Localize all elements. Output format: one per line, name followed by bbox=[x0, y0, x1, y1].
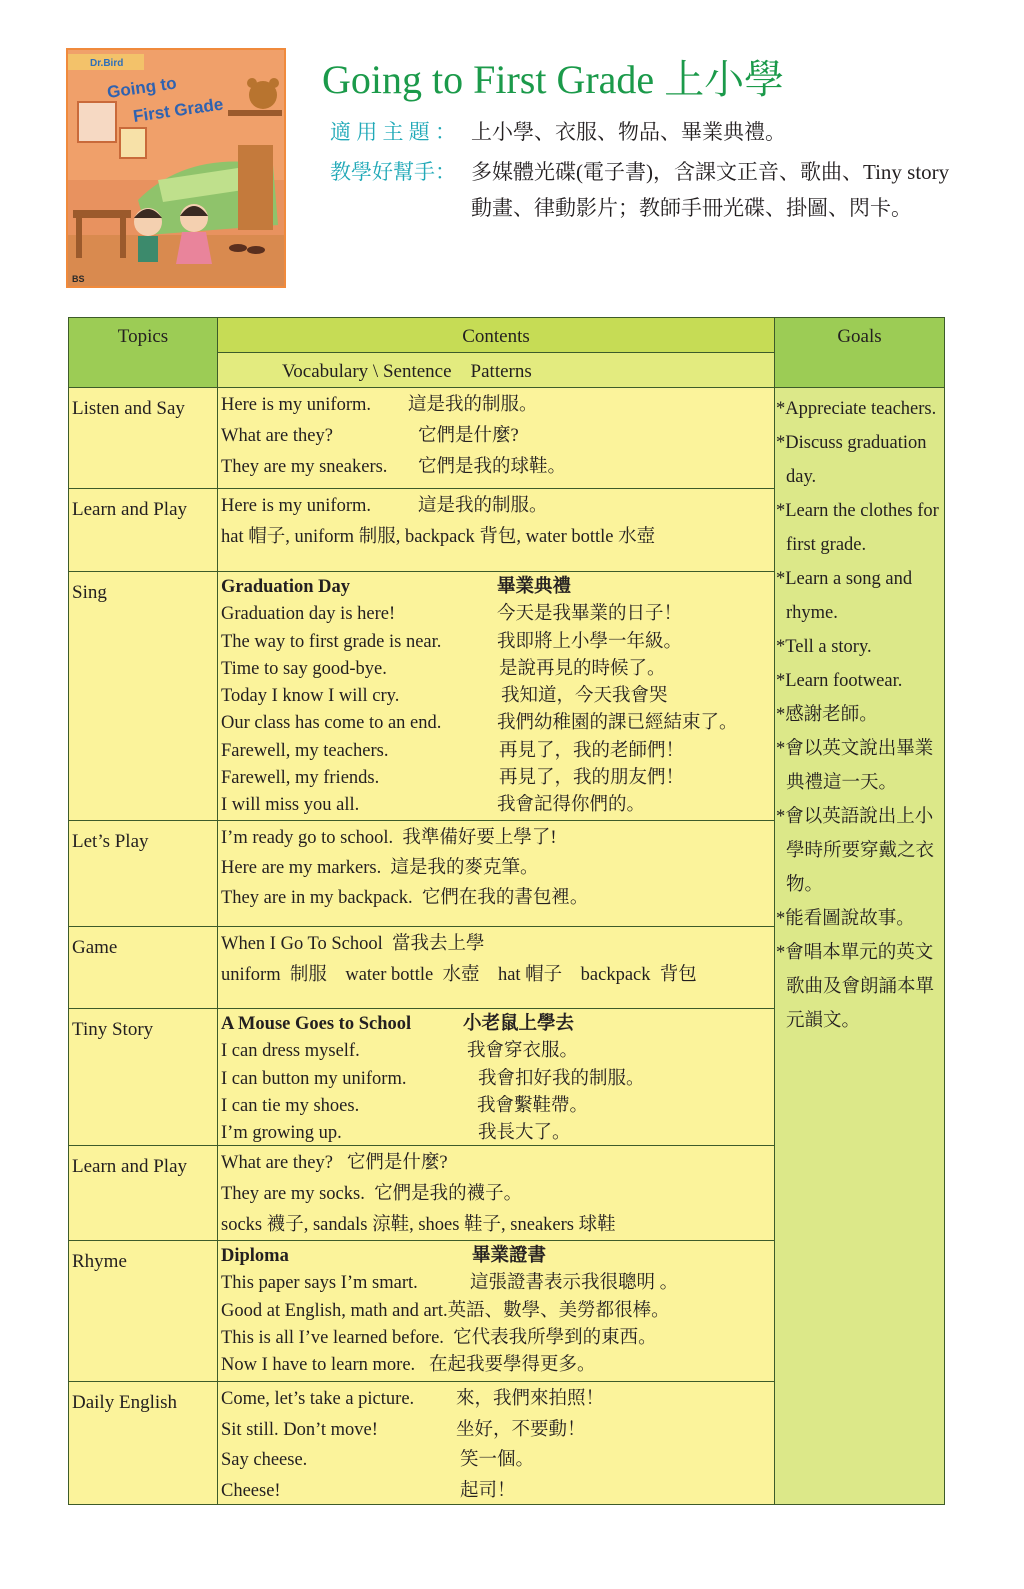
section-row bbox=[69, 1382, 774, 1504]
content-line bbox=[221, 853, 771, 883]
line-text: What are they? 它們是什麼? bbox=[221, 1153, 448, 1173]
english-text: I’m growing up. bbox=[221, 1123, 342, 1144]
content-line bbox=[221, 1415, 771, 1446]
chinese-text: 笑一個。 bbox=[460, 1450, 535, 1470]
content-line bbox=[221, 491, 771, 522]
line-text: They are in my backpack. 它們在我的書包裡。 bbox=[221, 888, 589, 908]
content-line bbox=[221, 601, 771, 628]
chinese-text: 這是我的制服。 bbox=[418, 496, 548, 516]
topic-label: Learn and Play bbox=[72, 499, 188, 520]
english-text: The way to first grade is near. bbox=[221, 631, 442, 652]
goal-item: *Learn the clothes for first grade. bbox=[776, 501, 939, 555]
content-line bbox=[221, 1093, 771, 1120]
line-text: Now I have to learn more. 在起我要學得更多。 bbox=[221, 1355, 596, 1376]
content-lines bbox=[221, 1148, 771, 1241]
header-topics: Topics bbox=[69, 318, 218, 388]
content-line bbox=[221, 765, 771, 792]
chinese-text: 來，我們來拍照！ bbox=[456, 1389, 605, 1409]
content-line bbox=[221, 1066, 771, 1093]
content-lines bbox=[221, 1384, 771, 1506]
content-line bbox=[221, 390, 771, 421]
meta-themes-label: 適 用 主 題 ： bbox=[330, 120, 456, 144]
cover-title-line2: First Grade bbox=[131, 94, 225, 126]
goal-item: *感謝老師。 bbox=[776, 705, 878, 725]
goal-item: *會以英語說出上小學時所要穿戴之衣物。 bbox=[776, 807, 935, 895]
english-text: Sit still. Don’t move! bbox=[221, 1419, 378, 1440]
chinese-text: 我長大了。 bbox=[478, 1123, 571, 1144]
line-text: Good at English, math and art.英語、數學、美勞都很棒。 bbox=[221, 1300, 670, 1321]
section-row bbox=[69, 1241, 774, 1382]
content-lines bbox=[221, 390, 771, 483]
chinese-text: 我即將上小學一年級。 bbox=[497, 631, 683, 652]
goal-item: *會唱本單元的英文歌曲及會朗誦本單元韻文。 bbox=[776, 943, 935, 1031]
content-line bbox=[221, 883, 771, 913]
chinese-text: 我知道，今天我會哭 bbox=[501, 686, 668, 707]
english-text: Farewell, my teachers. bbox=[221, 740, 389, 761]
chinese-text: 我會穿衣服。 bbox=[467, 1041, 579, 1062]
content-line bbox=[221, 1352, 771, 1379]
english-text: I can button my uniform. bbox=[221, 1068, 407, 1089]
chinese-text: 它們是什麼? bbox=[418, 426, 519, 446]
english-text: What are they? bbox=[221, 426, 333, 446]
chinese-text: 我會記得你們的。 bbox=[497, 795, 646, 816]
goal-item: *會以英文說出畢業典禮這一天。 bbox=[776, 739, 934, 793]
cover-code: BS bbox=[72, 274, 85, 284]
content-line bbox=[221, 1038, 771, 1065]
content-line bbox=[221, 738, 771, 765]
content-line bbox=[221, 1210, 771, 1241]
content-line bbox=[221, 710, 771, 737]
english-text: I can tie my shoes. bbox=[221, 1095, 360, 1116]
content-lines bbox=[221, 1243, 771, 1379]
chinese-text: 畢業證書 bbox=[472, 1246, 547, 1266]
content-lines bbox=[221, 491, 771, 553]
english-text: Here is my uniform. bbox=[221, 496, 372, 516]
content-line bbox=[221, 683, 771, 710]
section-row bbox=[69, 489, 774, 572]
content-line bbox=[221, 1243, 771, 1270]
goal-item: *Discuss graduation day. bbox=[776, 433, 927, 487]
meta-aids-text: 多媒體光碟(電子書)，含課文正音、歌曲、Tiny story動畫、律動影片；教師手冊光碟、掛圖、閃卡。 bbox=[471, 160, 950, 220]
cover-brand: Dr.Bird bbox=[90, 58, 124, 69]
chinese-text: 是說再見的時候了。 bbox=[499, 658, 666, 679]
english-text: I will miss you all. bbox=[221, 795, 360, 816]
english-text: Diploma bbox=[221, 1246, 289, 1266]
content-line bbox=[221, 1270, 771, 1297]
english-text: Farewell, my friends. bbox=[221, 768, 380, 789]
cover-title-line1: Going to bbox=[105, 73, 178, 102]
english-text: Today I know I will cry. bbox=[221, 686, 400, 707]
topic-label: Sing bbox=[72, 582, 107, 603]
page-title: Going to First Grade 上小學 bbox=[322, 57, 785, 102]
content-line bbox=[221, 792, 771, 819]
english-text: Come, let’s take a picture. bbox=[221, 1389, 415, 1409]
chinese-text: 再見了，我的老師們！ bbox=[499, 740, 685, 761]
chinese-text: 小老鼠上學去 bbox=[463, 1014, 575, 1034]
line-text: When I Go To School 當我去上學 bbox=[221, 934, 485, 954]
topic-label: Game bbox=[72, 937, 118, 958]
content-lines bbox=[221, 929, 771, 991]
goal-item: *Learn a song and rhyme. bbox=[776, 569, 913, 623]
content-line bbox=[221, 1011, 771, 1038]
english-text: Here is my uniform. bbox=[221, 395, 372, 415]
meta-aids-label: 教學好幫手： bbox=[330, 160, 456, 184]
content-line bbox=[221, 452, 771, 483]
section-row bbox=[69, 1146, 774, 1241]
chinese-text: 再見了，我的朋友們！ bbox=[499, 768, 685, 789]
chinese-text: 我們幼稚園的課已經結束了。 bbox=[497, 713, 738, 734]
content-line bbox=[221, 421, 771, 452]
line-text: socks 襪子, sandals 涼鞋, shoes 鞋子, sneakers 球鞋 bbox=[221, 1215, 616, 1235]
english-text: Time to say good-bye. bbox=[221, 658, 387, 679]
chinese-text: 它們是我的球鞋。 bbox=[418, 457, 567, 477]
book-cover-illustration bbox=[68, 50, 284, 286]
chinese-text: 這是我的制服。 bbox=[408, 395, 538, 415]
chinese-text: 坐好，不要動！ bbox=[456, 1419, 586, 1440]
english-text: I can dress myself. bbox=[221, 1041, 360, 1062]
topic-label: Daily English bbox=[72, 1392, 178, 1413]
content-lines bbox=[221, 574, 771, 820]
content-line bbox=[221, 574, 771, 601]
section-row bbox=[69, 927, 774, 1009]
book-cover bbox=[66, 48, 286, 288]
line-text: uniform 制服 water bottle 水壺 hat 帽子 backpack 背包 bbox=[221, 965, 697, 985]
english-text: Graduation Day bbox=[221, 577, 351, 597]
english-text: Say cheese. bbox=[221, 1450, 308, 1470]
section-row bbox=[69, 821, 774, 927]
line-text: This is all I’ve learned before. 它代表我所學到的東西。 bbox=[221, 1327, 657, 1348]
content-line bbox=[221, 522, 771, 553]
content-line bbox=[221, 929, 771, 960]
content-line bbox=[221, 960, 771, 991]
goal-item: *Tell a story. bbox=[776, 637, 872, 657]
goals-list bbox=[776, 392, 944, 1038]
content-line bbox=[221, 1476, 771, 1507]
curriculum-table bbox=[68, 317, 945, 1505]
meta-themes-text: 上小學、衣服、物品、畢業典禮。 bbox=[471, 120, 786, 144]
content-line bbox=[221, 1445, 771, 1476]
topic-label: Tiny Story bbox=[72, 1019, 154, 1040]
topic-label: Listen and Say bbox=[72, 398, 185, 419]
english-text: A Mouse Goes to School bbox=[221, 1014, 412, 1034]
english-text: Our class has come to an end. bbox=[221, 713, 442, 734]
chinese-text: 起司！ bbox=[460, 1480, 516, 1501]
header-contents: Contents bbox=[218, 318, 774, 353]
english-text: Cheese! bbox=[221, 1480, 281, 1501]
header-goals: Goals bbox=[774, 318, 944, 388]
topic-label: Let’s Play bbox=[72, 831, 149, 852]
section-row bbox=[69, 388, 774, 489]
english-text: They are my sneakers. bbox=[221, 457, 388, 477]
content-line bbox=[221, 1325, 771, 1352]
line-text: I’m ready go to school. 我準備好要上學了! bbox=[221, 828, 557, 848]
english-text: Graduation day is here! bbox=[221, 604, 396, 625]
content-line bbox=[221, 629, 771, 656]
goal-item: *Appreciate teachers. bbox=[776, 399, 937, 419]
chinese-text: 今天是我畢業的日子！ bbox=[497, 604, 683, 625]
chinese-text: 這張證書表示我很聰明 。 bbox=[470, 1273, 679, 1294]
content-line bbox=[221, 1120, 771, 1147]
content-line bbox=[221, 1298, 771, 1325]
content-line bbox=[221, 823, 771, 853]
topic-label: Rhyme bbox=[72, 1251, 127, 1272]
line-text: Here are my markers. 這是我的麥克筆。 bbox=[221, 858, 539, 878]
content-lines bbox=[221, 823, 771, 913]
topic-label: Learn and Play bbox=[72, 1156, 188, 1177]
line-text: They are my socks. 它們是我的襪子。 bbox=[221, 1184, 523, 1204]
line-text: hat 帽子, uniform 制服, backpack 背包, water bottle 水壺 bbox=[221, 527, 656, 547]
content-line bbox=[221, 1384, 771, 1415]
content-line bbox=[221, 1179, 771, 1210]
content-line bbox=[221, 656, 771, 683]
chinese-text: 畢業典禮 bbox=[497, 577, 572, 597]
section-row bbox=[69, 572, 774, 821]
section-row bbox=[69, 1009, 774, 1146]
goal-item: *能看圖說故事。 bbox=[776, 909, 915, 929]
content-lines bbox=[221, 1011, 771, 1147]
header-vocabulary-patterns: Vocabulary \ Sentence Patterns bbox=[218, 353, 774, 388]
content-line bbox=[221, 1148, 771, 1179]
chinese-text: 我會繫鞋帶。 bbox=[477, 1095, 589, 1116]
chinese-text: 我會扣好我的制服。 bbox=[478, 1068, 645, 1089]
english-text: This paper says I’m smart. bbox=[221, 1273, 418, 1294]
goal-item: *Learn footwear. bbox=[776, 671, 903, 691]
